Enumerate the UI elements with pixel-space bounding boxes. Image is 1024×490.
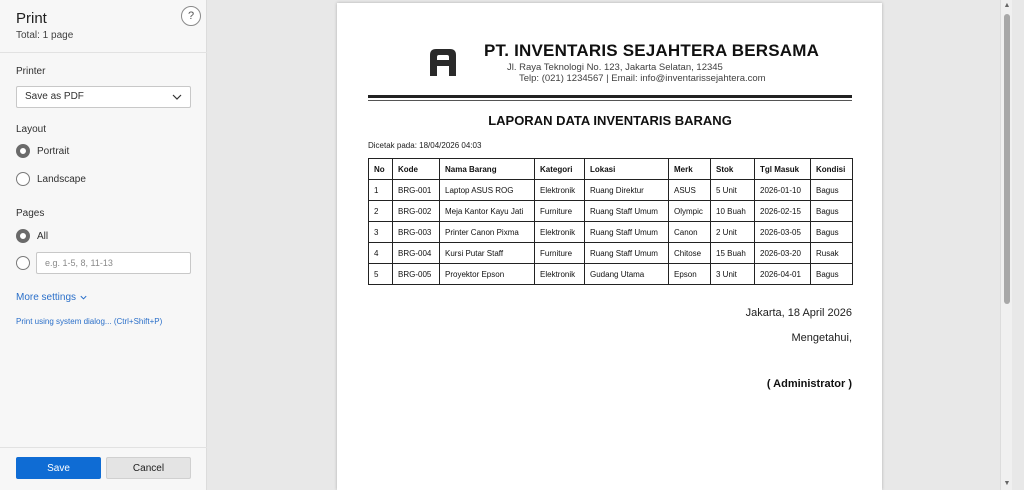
table-cell: Rusak <box>811 243 853 264</box>
table-cell: Canon <box>669 222 711 243</box>
col-nama-barang: Nama Barang <box>440 159 535 180</box>
pages-label: Pages <box>16 208 45 219</box>
col-kategori: Kategori <box>535 159 585 180</box>
divider <box>0 52 207 53</box>
table-cell: Kursi Putar Staff <box>440 243 535 264</box>
table-cell: Bagus <box>811 180 853 201</box>
table-cell: BRG-003 <box>393 222 440 243</box>
table-cell: Elektronik <box>535 264 585 285</box>
table-cell: 4 <box>369 243 393 264</box>
vertical-scrollbar[interactable] <box>1000 0 1012 490</box>
table-cell: Furniture <box>535 243 585 264</box>
scroll-up-icon[interactable]: ▲ <box>1003 2 1011 9</box>
table-cell: Epson <box>669 264 711 285</box>
table-cell: 2026-01-10 <box>755 180 811 201</box>
table-cell: ASUS <box>669 180 711 201</box>
radio-landscape[interactable] <box>16 172 30 186</box>
col-no: No <box>369 159 393 180</box>
table-cell: BRG-004 <box>393 243 440 264</box>
company-address: Jl. Raya Teknologi No. 123, Jakarta Selatan, 12345 <box>507 62 723 73</box>
table-cell: Ruang Staff Umum <box>585 201 669 222</box>
system-dialog-link[interactable]: Print using system dialog... (Ctrl+Shift+P) <box>16 317 163 326</box>
layout-portrait-label: Portrait <box>37 145 70 157</box>
table-cell: 10 Buah <box>711 201 755 222</box>
table-cell: Laptop ASUS ROG <box>440 180 535 201</box>
pages-all-label: All <box>37 230 49 242</box>
col-stok: Stok <box>711 159 755 180</box>
table-cell: Ruang Direktur <box>585 180 669 201</box>
table-cell: Ruang Staff Umum <box>585 222 669 243</box>
table-cell: Furniture <box>535 201 585 222</box>
header-rule-thin <box>368 100 852 101</box>
table-cell: Meja Kantor Kayu Jati <box>440 201 535 222</box>
sign-acknowledged: Mengetahui, <box>791 332 852 344</box>
table-cell: 2 Unit <box>711 222 755 243</box>
chevron-down-icon <box>79 293 88 302</box>
chevron-down-icon <box>171 91 183 103</box>
divider <box>0 447 207 448</box>
radio-portrait[interactable] <box>16 144 30 158</box>
table-cell: Printer Canon Pixma <box>440 222 535 243</box>
pages-all-option[interactable] <box>16 228 48 244</box>
table-cell: Bagus <box>811 264 853 285</box>
print-panel <box>0 0 207 490</box>
table-cell: 3 Unit <box>711 264 755 285</box>
cancel-button[interactable]: Cancel <box>106 457 191 479</box>
table-cell: 2026-03-05 <box>755 222 811 243</box>
more-settings-link[interactable] <box>16 292 88 303</box>
scroll-thumb[interactable] <box>1004 14 1010 304</box>
table-cell: 5 <box>369 264 393 285</box>
radio-pages-range[interactable] <box>16 256 30 270</box>
radio-pages-all[interactable] <box>16 229 30 243</box>
printer-select[interactable] <box>16 86 191 108</box>
table-row <box>369 180 853 201</box>
scroll-down-icon[interactable]: ▼ <box>1003 480 1011 487</box>
table-row <box>369 222 853 243</box>
table-cell: Bagus <box>811 201 853 222</box>
table-cell: Elektronik <box>535 222 585 243</box>
table-row <box>369 243 853 264</box>
preview-page <box>337 3 882 490</box>
total-pages: Total: 1 page <box>16 30 74 41</box>
company-name: PT. INVENTARIS SEJAHTERA BERSAMA <box>484 41 820 60</box>
printed-at: Dicetak pada: 18/04/2026 04:03 <box>368 141 482 150</box>
table-row <box>369 201 853 222</box>
table-cell: Elektronik <box>535 180 585 201</box>
table-cell: 2026-04-01 <box>755 264 811 285</box>
company-contact: Telp: (021) 1234567 | Email: info@inventarissejahtera.com <box>519 73 766 84</box>
save-button[interactable]: Save <box>16 457 101 479</box>
table-cell: Chitose <box>669 243 711 264</box>
table-row <box>369 264 853 285</box>
col-lokasi: Lokasi <box>585 159 669 180</box>
pages-range-input[interactable] <box>36 252 191 274</box>
table-cell: 3 <box>369 222 393 243</box>
inventory-table <box>368 158 853 285</box>
table-cell: BRG-002 <box>393 201 440 222</box>
table-cell: Bagus <box>811 222 853 243</box>
table-cell: 15 Buah <box>711 243 755 264</box>
sign-name: ( Administrator ) <box>766 378 852 390</box>
layout-portrait-option[interactable] <box>16 143 69 159</box>
table-cell: Proyektor Epson <box>440 264 535 285</box>
print-title: Print <box>16 10 47 27</box>
table-cell: Gudang Utama <box>585 264 669 285</box>
pages-range-option[interactable] <box>16 255 30 271</box>
table-cell: Ruang Staff Umum <box>585 243 669 264</box>
col-tgl-masuk: Tgl Masuk <box>755 159 811 180</box>
printer-label: Printer <box>16 66 46 77</box>
table-cell: 1 <box>369 180 393 201</box>
table-cell: BRG-005 <box>393 264 440 285</box>
print-preview <box>207 0 1012 490</box>
col-merk: Merk <box>669 159 711 180</box>
table-cell: Olympic <box>669 201 711 222</box>
col-kode: Kode <box>393 159 440 180</box>
layout-landscape-label: Landscape <box>37 173 86 185</box>
table-cell: 2 <box>369 201 393 222</box>
table-body <box>369 180 853 285</box>
more-settings-label: More settings <box>16 292 77 303</box>
report-title: LAPORAN DATA INVENTARIS BARANG <box>488 113 732 128</box>
help-button[interactable]: ? <box>181 6 201 26</box>
company-logo-icon <box>428 47 458 77</box>
sign-place-date: Jakarta, 18 April 2026 <box>745 307 852 319</box>
table-cell: 2026-02-15 <box>755 201 811 222</box>
printer-select-value: Save as PDF <box>25 91 84 102</box>
layout-label: Layout <box>16 124 47 135</box>
col-kondisi: Kondisi <box>811 159 853 180</box>
table-cell: 2026-03-20 <box>755 243 811 264</box>
table-cell: BRG-001 <box>393 180 440 201</box>
layout-landscape-option[interactable] <box>16 171 86 187</box>
table-cell: 5 Unit <box>711 180 755 201</box>
table-header-row <box>369 159 853 180</box>
header-rule <box>368 95 852 98</box>
